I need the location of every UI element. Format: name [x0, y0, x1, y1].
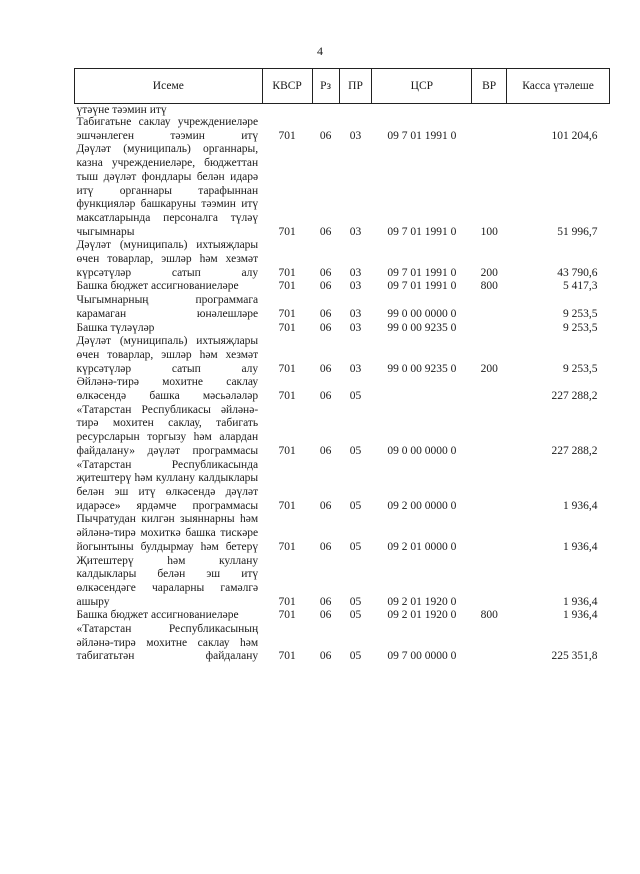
cell-pr: 05	[349, 444, 362, 457]
cell-name: Чыгымнарның программага карамаган юнәлешләре	[76, 294, 259, 320]
cell-vr	[472, 404, 507, 459]
cell-name: Дәүләт (муниципаль) ихтыяҗлары өчен товарлар, эшләр һәм хезмәт күрсәтүләр сатып алу	[76, 239, 259, 279]
cell-name: Башка түләүләр	[76, 321, 155, 334]
table-row	[75, 280, 610, 294]
cell-name: Әйләнә-тирә мохитне саклау өлкәсендә башка мәсьәләләр	[76, 376, 259, 403]
cell-sum: 43 790,6	[557, 266, 598, 279]
cell-name: Башка бюджет ассигнованиеләре	[76, 280, 239, 293]
cell-kvsr: 701	[278, 444, 296, 457]
cell-sum: 1 936,4	[563, 499, 598, 512]
cell-vr	[472, 322, 507, 336]
budget-table	[74, 68, 610, 664]
cell-vr	[472, 294, 507, 321]
cell-csr: 09 7 00 0000 0	[387, 650, 457, 663]
table-header	[75, 69, 610, 104]
cell-name: үтәүне тәэмин итү	[76, 104, 167, 116]
cell-pr: 05	[349, 650, 362, 663]
table-row	[75, 116, 610, 143]
header-name: Исеме	[75, 69, 263, 104]
cell-kvsr: 701	[278, 609, 296, 622]
cell-csr: 09 2 00 0000 0	[387, 499, 457, 512]
cell-kvsr: 701	[278, 499, 296, 512]
cell-sum: 9 253,5	[563, 321, 598, 334]
cell-pr: 03	[349, 225, 362, 238]
cell-kvsr: 701	[278, 390, 296, 403]
cell-pr: 03	[349, 266, 362, 279]
header-csr: ЦСР	[372, 69, 472, 104]
table-row	[75, 104, 610, 117]
cell-sum: 9 253,5	[563, 362, 598, 375]
cell-rz: 06	[319, 266, 332, 279]
cell-kvsr: 701	[278, 225, 296, 238]
cell-name: «Татарстан Республикасында җитештерү һәм куллану калдыклары белән эш итү өлкәсендә дәүләт идарәсе» ярдәмче программасы	[76, 458, 259, 512]
cell-rz: 06	[319, 362, 332, 375]
cell-rz: 06	[319, 129, 332, 142]
cell-csr: 99 0 00 9235 0	[387, 362, 457, 375]
cell-rz: 06	[319, 307, 332, 320]
cell-sum: 51 996,7	[557, 225, 598, 238]
header-pr: ПР	[339, 69, 372, 104]
cell-rz: 06	[319, 444, 332, 457]
cell-vr: 800	[480, 280, 498, 293]
cell-vr: 200	[480, 266, 498, 279]
table-row	[75, 143, 610, 239]
cell-pr: 03	[349, 280, 362, 293]
cell-sum: 227 288,2	[551, 444, 598, 457]
header-rz: Рз	[312, 69, 339, 104]
cell-sum: 5 417,3	[563, 280, 598, 293]
cell-rz: 06	[319, 650, 332, 663]
cell-pr: 05	[349, 499, 362, 512]
table-row	[75, 609, 610, 623]
table-row	[75, 555, 610, 610]
cell-sum: 225 351,8	[551, 650, 598, 663]
cell-csr: 09 7 01 1991 0	[387, 280, 457, 293]
cell-vr: 200	[480, 362, 498, 375]
table-row	[75, 459, 610, 514]
cell-rz: 06	[319, 225, 332, 238]
cell-vr: 800	[480, 609, 498, 622]
cell-rz: 06	[319, 321, 332, 334]
header-vr: ВР	[472, 69, 507, 104]
cell-pr: 05	[349, 595, 362, 608]
cell-kvsr: 701	[278, 362, 296, 375]
cell-csr: 99 0 00 9235 0	[387, 321, 457, 334]
cell-pr: 03	[349, 362, 362, 375]
cell-sum: 9 253,5	[563, 307, 598, 320]
cell-csr: 09 2 01 1920 0	[387, 609, 457, 622]
cell-vr	[472, 623, 507, 664]
cell-kvsr: 701	[278, 280, 296, 293]
cell-rz	[312, 104, 339, 117]
cell-csr: 09 7 01 1991 0	[387, 266, 457, 279]
table-row	[75, 294, 610, 321]
cell-name: Пычратудан килгән зыяннарны һәм әйләнә-тирә мохиткә башка тискәре йогынтыны булдырмау һәм бетерү	[76, 513, 259, 553]
cell-vr	[472, 555, 507, 610]
cell-sum: 1 936,4	[563, 609, 598, 622]
cell-name: Башка бюджет ассигнованиеләре	[76, 609, 239, 622]
cell-kvsr: 701	[278, 540, 296, 553]
cell-rz: 06	[319, 280, 332, 293]
cell-kvsr: 701	[278, 307, 296, 320]
page-number: 4	[317, 44, 323, 58]
cell-kvsr: 701	[278, 129, 296, 142]
cell-kvsr: 701	[278, 321, 296, 334]
cell-pr: 05	[349, 540, 362, 553]
cell-csr: 09 7 01 1991 0	[387, 129, 457, 142]
cell-name: Дәүләт (муниципаль) ихтыяҗлары өчен товарлар, эшләр һәм хезмәт күрсәтүләр сатып алу	[76, 335, 259, 375]
cell-csr	[372, 104, 472, 117]
cell-sum: 1 936,4	[563, 540, 598, 553]
cell-rz: 06	[319, 609, 332, 622]
cell-vr: 100	[480, 225, 498, 238]
cell-csr: 09 0 00 0000 0	[387, 444, 457, 457]
cell-csr: 99 0 00 0000 0	[387, 307, 457, 320]
cell-vr	[472, 116, 507, 143]
cell-rz: 06	[319, 540, 332, 553]
cell-pr: 05	[349, 390, 362, 403]
header-kvsr: КВСР	[262, 69, 312, 104]
cell-vr	[472, 513, 507, 554]
cell-csr: 09 7 01 1991 0	[387, 225, 457, 238]
cell-sum: 227 288,2	[551, 390, 598, 403]
cell-name: Табигатьне саклау учреждениеләре эшчәнлеген тәэмин итү	[76, 116, 259, 142]
table-row	[75, 335, 610, 376]
cell-pr: 03	[349, 321, 362, 334]
cell-kvsr: 701	[278, 650, 296, 663]
table-row	[75, 322, 610, 336]
cell-kvsr: 701	[278, 266, 296, 279]
cell-name: «Татарстан Республикасы әйләнә-тирә мохитен саклау, табигать ресурсларын торгызу һәм алардан файдалану» дәүләт программасы	[76, 403, 259, 457]
cell-pr	[339, 104, 372, 117]
cell-vr	[472, 459, 507, 514]
table-row	[75, 404, 610, 459]
cell-csr	[372, 376, 472, 403]
table-row	[75, 376, 610, 403]
cell-csr: 09 2 01 1920 0	[387, 595, 457, 608]
table-row	[75, 513, 610, 554]
cell-sum: 101 204,6	[551, 129, 598, 142]
cell-kvsr: 701	[278, 595, 296, 608]
header-sum: Касса үтәлеше	[507, 69, 610, 104]
cell-pr: 03	[349, 307, 362, 320]
cell-name: Җитештерү һәм куллану калдыклары белән эш итү өлкәсендәге чараларны гамәлгә ашыру	[76, 554, 259, 608]
cell-rz: 06	[319, 595, 332, 608]
cell-csr: 09 2 01 0000 0	[387, 540, 457, 553]
cell-name: «Татарстан Республикасының әйләнә-тирә мохитне саклау һәм табигатьтән файдалану	[76, 623, 259, 663]
table-row	[75, 623, 610, 664]
cell-rz: 06	[319, 390, 332, 403]
cell-name: Дәүләт (муниципаль) органнары, казна учреждениеләре, бюджеттан тыш дәүләт фондлары белән идарә итү органнары тарафыннан функцияләр башкаруны тәэмин итү максатларында персоналга түләү чыгымнары	[76, 143, 259, 238]
cell-vr	[472, 376, 507, 403]
cell-sum: 1 936,4	[563, 595, 598, 608]
table-row	[75, 239, 610, 280]
cell-pr: 05	[349, 609, 362, 622]
cell-kvsr	[262, 104, 312, 117]
cell-rz: 06	[319, 499, 332, 512]
cell-vr	[472, 104, 507, 117]
cell-sum	[507, 104, 610, 117]
cell-pr: 03	[349, 129, 362, 142]
